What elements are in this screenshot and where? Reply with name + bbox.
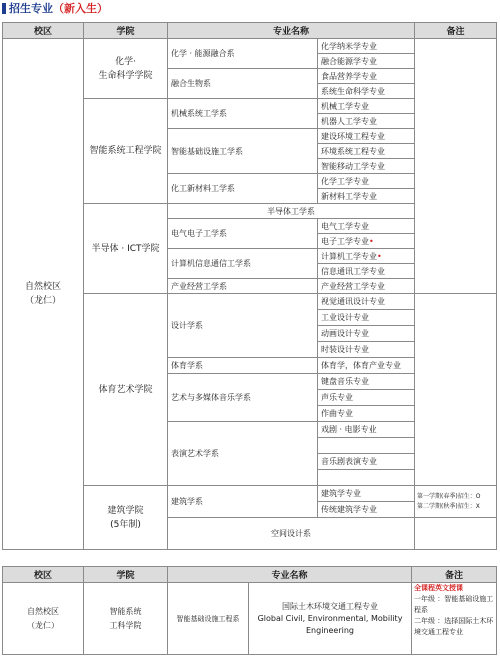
major-cell: 化学工学专业 — [318, 174, 415, 189]
header-campus: 校区 — [3, 23, 84, 39]
dept-cell: 电气电子工学系 — [168, 219, 318, 249]
major-cell — [318, 438, 415, 454]
major-cell: 声乐专业 — [318, 390, 415, 406]
major-cell: 键盘音乐专业 — [318, 374, 415, 390]
major-cell: 系统生命科学专业 — [318, 84, 415, 99]
header-college: 学院 — [84, 567, 168, 583]
dept-cell: 机械系统工学系 — [168, 99, 318, 129]
major-cell: 工业设计专业 — [318, 310, 415, 326]
campus-sub: （龙仁） — [27, 620, 59, 630]
dept-cell: 艺术与多媒体音乐学系 — [168, 374, 318, 422]
major-cell: 新材料工学专业 — [318, 189, 415, 204]
major-cell: 信息通讯工学专业 — [318, 264, 415, 279]
dept-cell: 产业经营工学系 — [168, 279, 318, 294]
campus-sub: （龙仁） — [24, 296, 61, 306]
major-cell — [318, 234, 415, 249]
major-cell: 传统建筑学专业 — [318, 502, 415, 518]
college-line1: 智能系统 — [109, 606, 142, 616]
campus-name: 自然校区 — [24, 282, 61, 292]
title-paren: （新入生） — [53, 2, 108, 15]
college-arch-line2: (5年制) — [110, 519, 141, 530]
note-head: 全课程英文授课 — [414, 584, 464, 592]
campus-cell — [3, 583, 84, 655]
arch-note-spring: 第一学期(春季)招生：O — [417, 492, 481, 500]
note-cell — [412, 583, 497, 655]
dept-cell: 化工新材料工学系 — [168, 174, 318, 204]
header-note: 备注 — [415, 23, 497, 39]
title-main: 招生专业 — [9, 2, 53, 15]
note-cell — [415, 518, 497, 550]
header-major: 专业名称 — [168, 23, 415, 39]
college-arch — [84, 486, 168, 550]
arch-note-cell — [415, 486, 497, 518]
college-chem-line2: 生命科学学院 — [98, 70, 153, 81]
college-arts: 体育艺术学院 — [84, 294, 168, 486]
header-college: 学院 — [84, 23, 168, 39]
major-cell: 机器人工学专业 — [318, 114, 415, 129]
college-cell — [84, 583, 168, 655]
major-label: 计算机工学专业 — [321, 251, 377, 261]
page-title — [2, 1, 108, 17]
note-cell — [415, 39, 497, 294]
major-cell: 化学纳米学专业 — [318, 39, 415, 54]
header-campus: 校区 — [3, 567, 84, 583]
major-cell: 作曲专业 — [318, 406, 415, 422]
major-cell: 视觉通讯设计专业 — [318, 294, 415, 310]
red-star-icon: • — [377, 251, 382, 261]
major-cell: 电气工学专业 — [318, 219, 415, 234]
note-body: 一年级 ：智能基础设施工程系 二年级 ：选择国际土木环境交通工程专业 — [414, 595, 494, 636]
major-cell: 食品营养学专业 — [318, 69, 415, 84]
majors-table — [2, 22, 497, 550]
campus-name: 自然校区 — [27, 606, 59, 616]
college-chem-line1: 化学· — [115, 56, 136, 67]
dept-cell: 表演艺术学系 — [168, 422, 318, 486]
college-smart: 智能系统工程学院 — [84, 99, 168, 204]
major-cell: 产业经营工学专业 — [318, 279, 415, 294]
major-en: Global Civil, Environmental, Mobility Engineering — [257, 613, 403, 635]
major-cell: 机械工学专业 — [318, 99, 415, 114]
major-cell — [318, 470, 415, 486]
arch-note-fall: 第二学期(秋季)招生：X — [417, 502, 480, 510]
dept-cell: 融合生物系 — [168, 69, 318, 99]
header-major: 专业名称 — [168, 567, 412, 583]
major-cell — [249, 583, 412, 655]
college-semi: 半导体 · ICT学院 — [84, 204, 168, 294]
major-cn: 国际土木环境交通工程专业 — [282, 601, 378, 611]
major-cell: 智能移动工学专业 — [318, 159, 415, 174]
college-line2: 工科学院 — [109, 620, 142, 630]
major-cell: 体育学，体育产业专业 — [318, 358, 415, 374]
dept-cell: 设计学系 — [168, 294, 318, 358]
note-cell — [415, 294, 497, 486]
dept-cell: 建筑学系 — [168, 486, 318, 518]
header-note: 备注 — [412, 567, 497, 583]
english-program-table — [2, 566, 497, 655]
major-cell: 融合能源学专业 — [318, 54, 415, 69]
dept-cell: 智能基础设施工程系 — [168, 583, 249, 655]
major-cell: 建筑学专业 — [318, 486, 415, 502]
major-cell: 音乐剧表演专业 — [318, 454, 415, 470]
dept-cell: 半导体工学系 — [168, 204, 415, 219]
major-cell: 动画设计专业 — [318, 326, 415, 342]
dept-cell: 计算机信息通信工学系 — [168, 249, 318, 279]
dept-cell: 空间设计系 — [168, 518, 415, 550]
major-label: 电子工学专业 — [321, 236, 369, 246]
major-cell: 戏剧 · 电影专业 — [318, 422, 415, 438]
major-cell: 建设环境工程专业 — [318, 129, 415, 144]
red-star-icon: • — [369, 236, 374, 246]
college-chem — [84, 39, 168, 99]
dept-cell: 化学 · 能源融合系 — [168, 39, 318, 69]
dept-cell: 体育学系 — [168, 358, 318, 374]
major-cell — [318, 249, 415, 264]
dept-cell: 智能基础设施工学系 — [168, 129, 318, 174]
major-cell: 时装设计专业 — [318, 342, 415, 358]
college-arch-line1: 建筑学院 — [107, 505, 144, 516]
major-cell: 环境系统工程专业 — [318, 144, 415, 159]
campus-cell — [3, 39, 84, 550]
title-marker — [2, 3, 6, 14]
